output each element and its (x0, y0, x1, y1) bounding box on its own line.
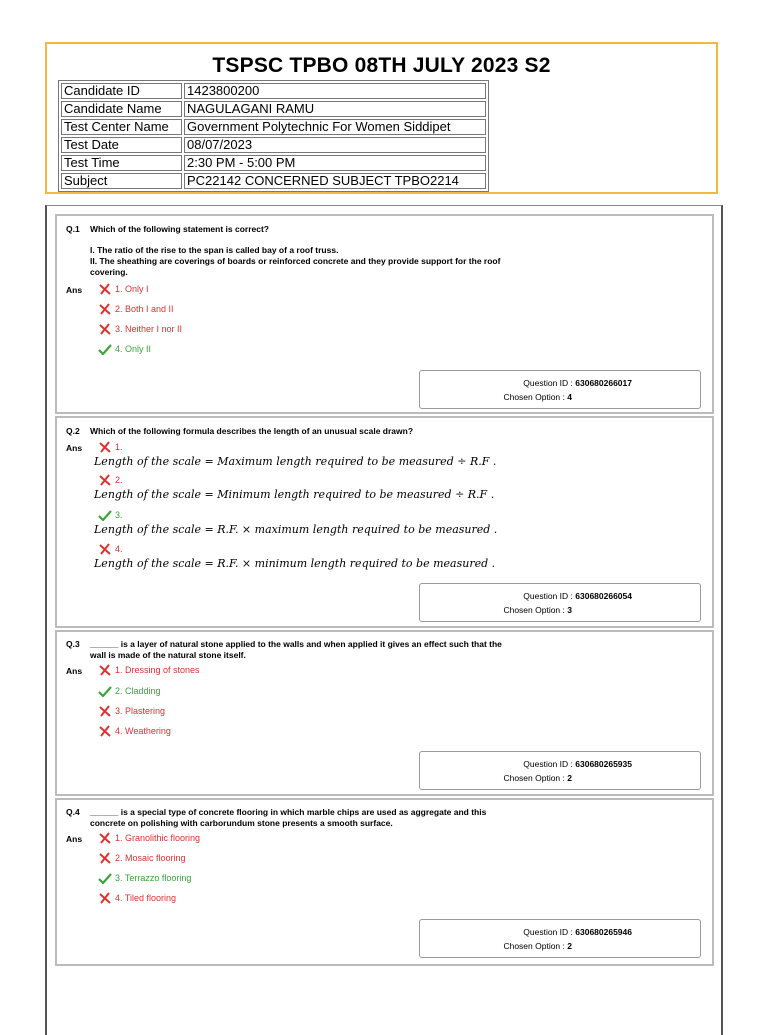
candidate-id-value: 1423800200 (184, 83, 486, 99)
check-icon (98, 509, 112, 521)
ans-label: Ans (66, 666, 83, 676)
cross-icon (98, 543, 112, 555)
option-4 (98, 343, 151, 355)
question-id-value: 630680266054 (575, 591, 632, 601)
option-label: 3. Neither I nor II (115, 324, 183, 334)
option-2 (98, 474, 123, 486)
question-id-label: Question ID : (523, 591, 573, 601)
question-card-1 (55, 214, 714, 414)
candidate-id-label: Candidate ID (61, 83, 182, 99)
candidate-header (45, 42, 718, 194)
option-label: 3. Plastering (115, 706, 166, 716)
cross-icon (98, 725, 112, 737)
option-1 (98, 441, 123, 453)
option-label: 1. (115, 442, 123, 452)
chosen-option-label: Chosen Option : (503, 392, 565, 402)
question-id-label: Question ID : (523, 927, 573, 937)
check-icon (98, 872, 112, 884)
option-formula: Length of the scale = R.F. × maximum length required to be measured . (94, 523, 498, 536)
chosen-option-value: 4 (567, 392, 572, 402)
question-id-line (523, 591, 632, 601)
question-id-value: 630680266017 (575, 378, 632, 388)
test-center-value: Government Polytechnic For Women Siddipet (184, 119, 486, 135)
check-icon (98, 685, 112, 697)
cross-icon (98, 664, 112, 676)
subject-label: Subject (61, 173, 182, 189)
question-card-2 (55, 416, 714, 628)
chosen-option-value: 3 (567, 605, 572, 615)
option-label: 2. (115, 475, 123, 485)
question-id-label: Question ID : (523, 378, 573, 388)
question-card-4 (55, 798, 714, 966)
ans-label: Ans (66, 834, 83, 844)
question-number: Q.2 (66, 426, 80, 436)
option-label: 2. Both I and II (115, 304, 174, 314)
option-2 (98, 685, 161, 697)
option-1 (98, 832, 200, 844)
cross-icon (98, 323, 112, 335)
candidate-info-table (58, 80, 489, 192)
test-center-label: Test Center Name (61, 119, 182, 135)
cross-icon (98, 283, 112, 295)
option-3 (98, 872, 191, 884)
option-1 (98, 283, 149, 295)
option-4 (98, 543, 123, 555)
candidate-name-value: NAGULAGANI RAMU (184, 101, 486, 117)
chosen-option-value: 2 (567, 773, 572, 783)
question-id-line (523, 927, 632, 937)
question-card-3 (55, 630, 714, 796)
chosen-option-line (503, 941, 572, 951)
option-2 (98, 852, 186, 864)
question-id-value: 630680265946 (575, 927, 632, 937)
candidate-name-label: Candidate Name (61, 101, 182, 117)
test-time-value: 2:30 PM - 5:00 PM (184, 155, 486, 171)
question-text: Which of the following statement is correct? (90, 224, 269, 234)
option-4 (98, 892, 176, 904)
statement-2: II. The sheathing are coverings of boards or reinforced concrete and they provide support for the roof covering. (90, 256, 501, 277)
question-text: ______ is a special type of concrete flooring in which marble chips are used as aggregate and this concrete on polishing with carborundum stone presents a smooth surface. (90, 807, 487, 828)
option-label: 2. Cladding (115, 686, 161, 696)
chosen-option-line (503, 605, 572, 615)
test-date-label: Test Date (61, 137, 182, 153)
question-info-box (419, 370, 701, 409)
cross-icon (98, 832, 112, 844)
question-number: Q.4 (66, 807, 80, 817)
check-icon (98, 343, 112, 355)
option-1 (98, 664, 200, 676)
question-id-value: 630680265935 (575, 759, 632, 769)
table-row (61, 137, 486, 153)
chosen-option-value: 2 (567, 941, 572, 951)
question-number: Q.1 (66, 224, 80, 234)
option-label: 3. Terrazzo flooring (115, 873, 192, 883)
option-label: 1. Granolithic flooring (115, 833, 201, 843)
page-title: TSPSC TPBO 08TH JULY 2023 S2 (212, 54, 551, 77)
chosen-option-label: Chosen Option : (503, 773, 565, 783)
chosen-option-label: Chosen Option : (503, 941, 565, 951)
option-formula: Length of the scale = Maximum length required to be measured ÷ R.F . (94, 455, 497, 468)
question-id-line (523, 759, 632, 769)
option-label: 1. Dressing of stones (115, 665, 200, 675)
option-3 (98, 509, 123, 521)
cross-icon (98, 474, 112, 486)
option-label: 3. (115, 510, 123, 520)
question-text: Which of the following formula describes the length of an unusual scale drawn? (90, 426, 414, 436)
question-info-box (419, 583, 701, 622)
statement-1: I. The ratio of the rise to the span is called bay of a roof truss. (90, 245, 339, 255)
option-3 (98, 323, 182, 335)
option-label: 4. Only II (115, 344, 152, 354)
table-row (61, 101, 486, 117)
cross-icon (98, 705, 112, 717)
option-label: 4. Weathering (115, 726, 171, 736)
chosen-option-label: Chosen Option : (503, 605, 565, 615)
option-label: 4. (115, 544, 123, 554)
option-label: 2. Mosaic flooring (115, 853, 186, 863)
chosen-option-line (503, 773, 572, 783)
question-number: Q.3 (66, 639, 80, 649)
option-label: 4. Tiled flooring (115, 893, 177, 903)
option-label: 1. Only I (115, 284, 149, 294)
chosen-option-line (503, 392, 572, 402)
option-4 (98, 725, 171, 737)
cross-icon (98, 852, 112, 864)
test-date-value: 08/07/2023 (184, 137, 486, 153)
question-info-box (419, 919, 701, 958)
table-row (61, 173, 486, 189)
option-formula: Length of the scale = R.F. × minimum length required to be measured . (94, 557, 496, 570)
table-row (61, 83, 486, 99)
cross-icon (98, 441, 112, 453)
test-time-label: Test Time (61, 155, 182, 171)
table-row (61, 119, 486, 135)
option-2 (98, 303, 174, 315)
cross-icon (98, 303, 112, 315)
question-id-label: Question ID : (523, 759, 573, 769)
question-id-line (523, 378, 632, 388)
cross-icon (98, 892, 112, 904)
option-formula: Length of the scale = Minimum length required to be measured ÷ R.F . (94, 488, 495, 501)
table-row (61, 155, 486, 171)
subject-value: PC22142 CONCERNED SUBJECT TPBO2214 (184, 173, 486, 189)
option-3 (98, 705, 165, 717)
ans-label: Ans (66, 285, 83, 295)
ans-label: Ans (66, 443, 83, 453)
question-info-box (419, 751, 701, 790)
question-text: ______ is a layer of natural stone applied to the walls and when applied it gives an effect such that the wall is made of the natural stone itself. (90, 639, 502, 660)
